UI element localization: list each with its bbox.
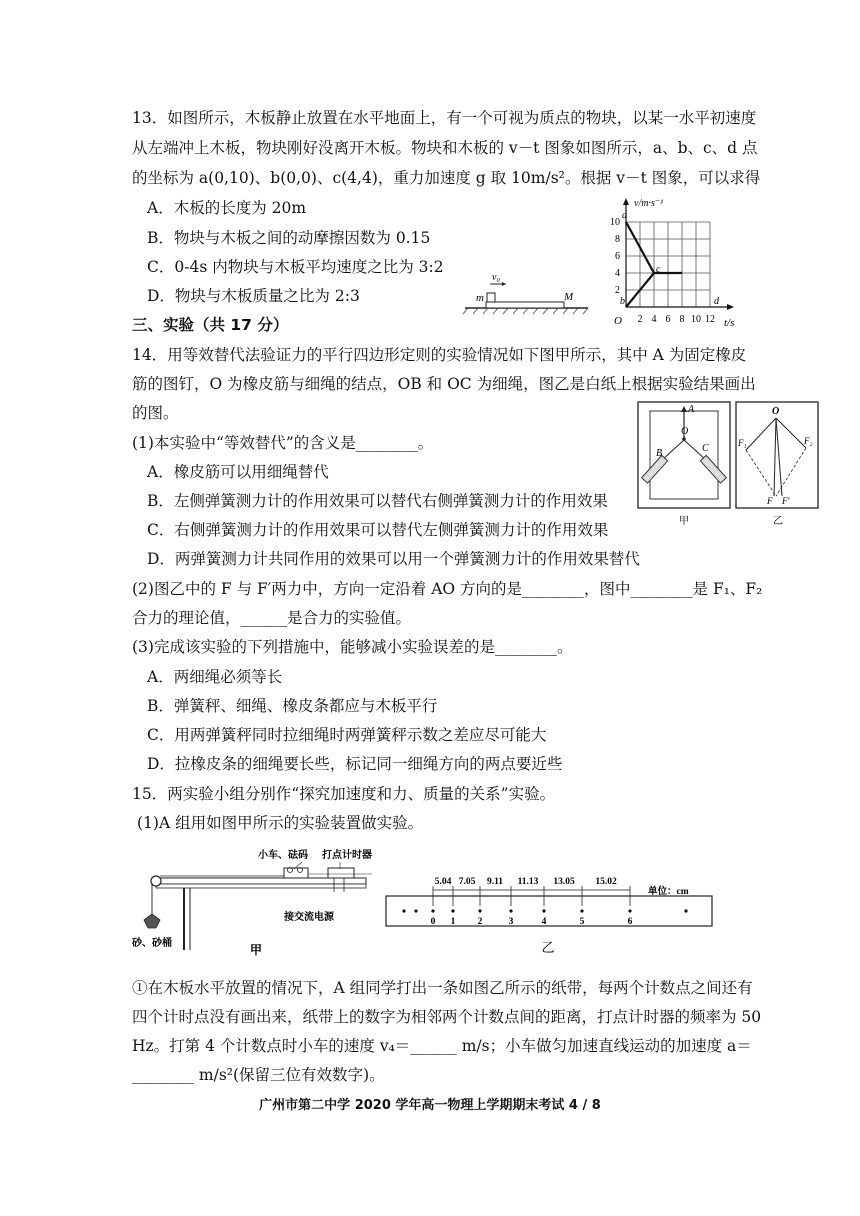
q13-stem-line-2: 从左端冲上木板，物块刚好没离开木板。物块和木板的 v－t 图象如图所示，a、b、c、d 点 [132,139,758,157]
q15-para-line-4: ________ m/s²(保留三位有效数字)。 [132,1066,385,1084]
q13-stem-line-1: 13．如图所示，木板静止放置在水平地面上，有一个可视为质点的物块，以某一水平初速度 [132,109,757,127]
page-footer: 广州市第二中学 2020 学年高一物理上学期期末考试 4 / 8 [259,1098,601,1113]
x-tick-10: 10 [691,314,701,325]
section-title: 三、实验（共 17 分） [132,316,289,334]
q14-sub2-line-2: 合力的理论值，______是合力的实验值。 [132,609,412,627]
q14-sub3: (3)完成该实验的下列措施中，能够减小实验误差的是________。 [132,638,573,656]
q15-yi-caption: 乙 [541,940,555,955]
q14-figure-yi [734,400,820,528]
point-c: c [656,264,661,275]
jia-label-A: A [688,404,695,415]
yi-label-Fprime: F′ [782,496,790,506]
yi-caption: 乙 [773,516,783,527]
dist-45: 13.05 [553,877,575,887]
jia-label-B: B [656,448,663,459]
point-4: 4 [541,917,547,927]
vt-ylabel: v/m·s⁻¹ [634,198,664,209]
q13-option-c: C．0-4s 内物块与木板平均速度之比为 3:2 [147,258,444,276]
q14-stem-line-1: 14．用等效替代法验证力的平行四边形定则的实验情况如下图甲所示，其中 A 为固定橡皮 [132,346,747,364]
dist-56: 15.02 [595,877,617,887]
q13-option-d: D．物块与木板质量之比为 2:3 [147,287,360,305]
y-tick-10: 10 [610,217,620,228]
label-bucket: 砂、砂桶 [132,938,172,949]
q14-sub3-option-a: A．两细绳必须等长 [147,668,283,686]
q15-sub1: (1)A 组用如图甲所示的实验装置做实验。 [137,814,424,832]
q13-stem-line-3: 的坐标为 a(0,10)、b(0,0)、c(4,4)，重力加速度 g 取 10m/s²。根据 v－t 图象，可以求得 [132,169,761,187]
label-cart: 小车、砝码 [258,850,308,861]
q15-stem: 15．两实验小组分别作“探究加速度和力、质量的关系”实验。 [132,785,556,803]
q15-figure-jia [132,842,372,957]
jia-label-C: C [702,443,709,454]
point-d: d [714,296,719,307]
point-3: 3 [508,917,514,927]
point-5: 5 [579,917,585,927]
jia-caption: 甲 [679,516,689,527]
q14-sub3-option-d: D．拉橡皮条的细绳要长些，标记同一细绳方向的两点要近些 [147,755,563,773]
point-2: 2 [477,917,483,927]
point-a: a [622,210,627,221]
q14-sub1-option-d: D．两弹簧测力计共同作用的效果可以用一个弹簧测力计的作用效果替代 [147,550,640,568]
point-6: 6 [627,917,633,927]
q15-figure-yi [384,866,716,958]
x-tick-12: 12 [705,314,715,325]
yi-label-F: F [767,496,773,506]
dist-01: 5.04 [434,877,452,887]
q15-jia-caption: 甲 [250,943,263,957]
point-1: 1 [450,917,456,927]
y-tick-2: 2 [615,285,620,296]
dist-34: 11.13 [517,877,539,887]
point-0: 0 [430,917,436,927]
q13-option-a: A．木板的长度为 20m [147,199,307,217]
q13-option-b: B．物块与木板之间的动摩擦因数为 0.15 [147,229,431,247]
vt-origin: O [614,315,622,327]
vt-xlabel: t/s [724,317,735,329]
point-b: b [620,296,625,307]
dist-12: 7.05 [458,877,476,887]
vt-graph [600,192,750,332]
v0-label: v₀ [492,272,500,283]
unit-label: 单位：cm [648,887,689,897]
q14-sub2-line-1: (2)图乙中的 F 与 F′两力中，方向一定沿着 AO 方向的是________，图中________是 F₁、F₂ [132,580,763,598]
board-figure [460,266,592,318]
q14-sub1-option-b: B．左侧弹簧测力计的作用效果可以替代右侧弹簧测力计的作用效果 [147,492,608,510]
y-tick-6: 6 [615,251,620,262]
q14-sub3-option-b: B．弹簧秤、细绳、橡皮条都应与木板平行 [147,697,438,715]
q14-sub1: (1)本实验中“等效替代”的含义是________。 [132,434,434,452]
x-tick-4: 4 [651,314,657,325]
q14-stem-line-3: 的图。 [132,404,179,422]
label-timer: 打点计时器 [322,850,372,861]
q14-sub3-option-c: C．用两弹簧秤同时拉细绳时两弹簧秤示数之差应尽可能大 [147,726,547,744]
x-tick-8: 8 [679,314,685,325]
label-power: 接交流电源 [284,912,334,923]
y-tick-4: 4 [615,268,620,279]
q15-para-line-3: Hz。打第 4 个计数点时小车的速度 v₄＝______ m/s；小车做匀加速直线运动的加速度 a＝ [132,1037,752,1055]
dist-23: 9.11 [486,877,504,887]
block-label-m: m [476,292,484,304]
q14-sub1-option-c: C．右侧弹簧测力计的作用效果可以替代左侧弹簧测力计的作用效果 [147,521,609,539]
board-label-M: M [564,291,574,303]
x-tick-6: 6 [665,314,671,325]
q14-sub1-option-a: A．橡皮筋可以用细绳替代 [147,463,329,481]
x-tick-2: 2 [637,314,643,325]
yi-label-F1: F₁ [738,438,747,448]
q14-stem-line-2: 筋的图钉，O 为橡皮筋与细绳的结点，OB 和 OC 为细绳，图乙是白纸上根据实验结果画出 [132,375,756,393]
y-tick-8: 8 [615,234,620,245]
jia-label-O: O [681,426,689,437]
q14-figure-jia [636,400,732,528]
q15-para-line-2: 四个计时点没有画出来，纸带上的数字为相邻两个计数点间的距离，打点计时器的频率为 50 [132,1008,762,1026]
yi-label-O: O [772,406,780,417]
q15-para-line-1: ①在木板水平放置的情况下，A 组同学打出一条如图乙所示的纸带，每两个计数点之间还有 [132,979,753,997]
yi-label-F2: F₂ [804,436,813,446]
